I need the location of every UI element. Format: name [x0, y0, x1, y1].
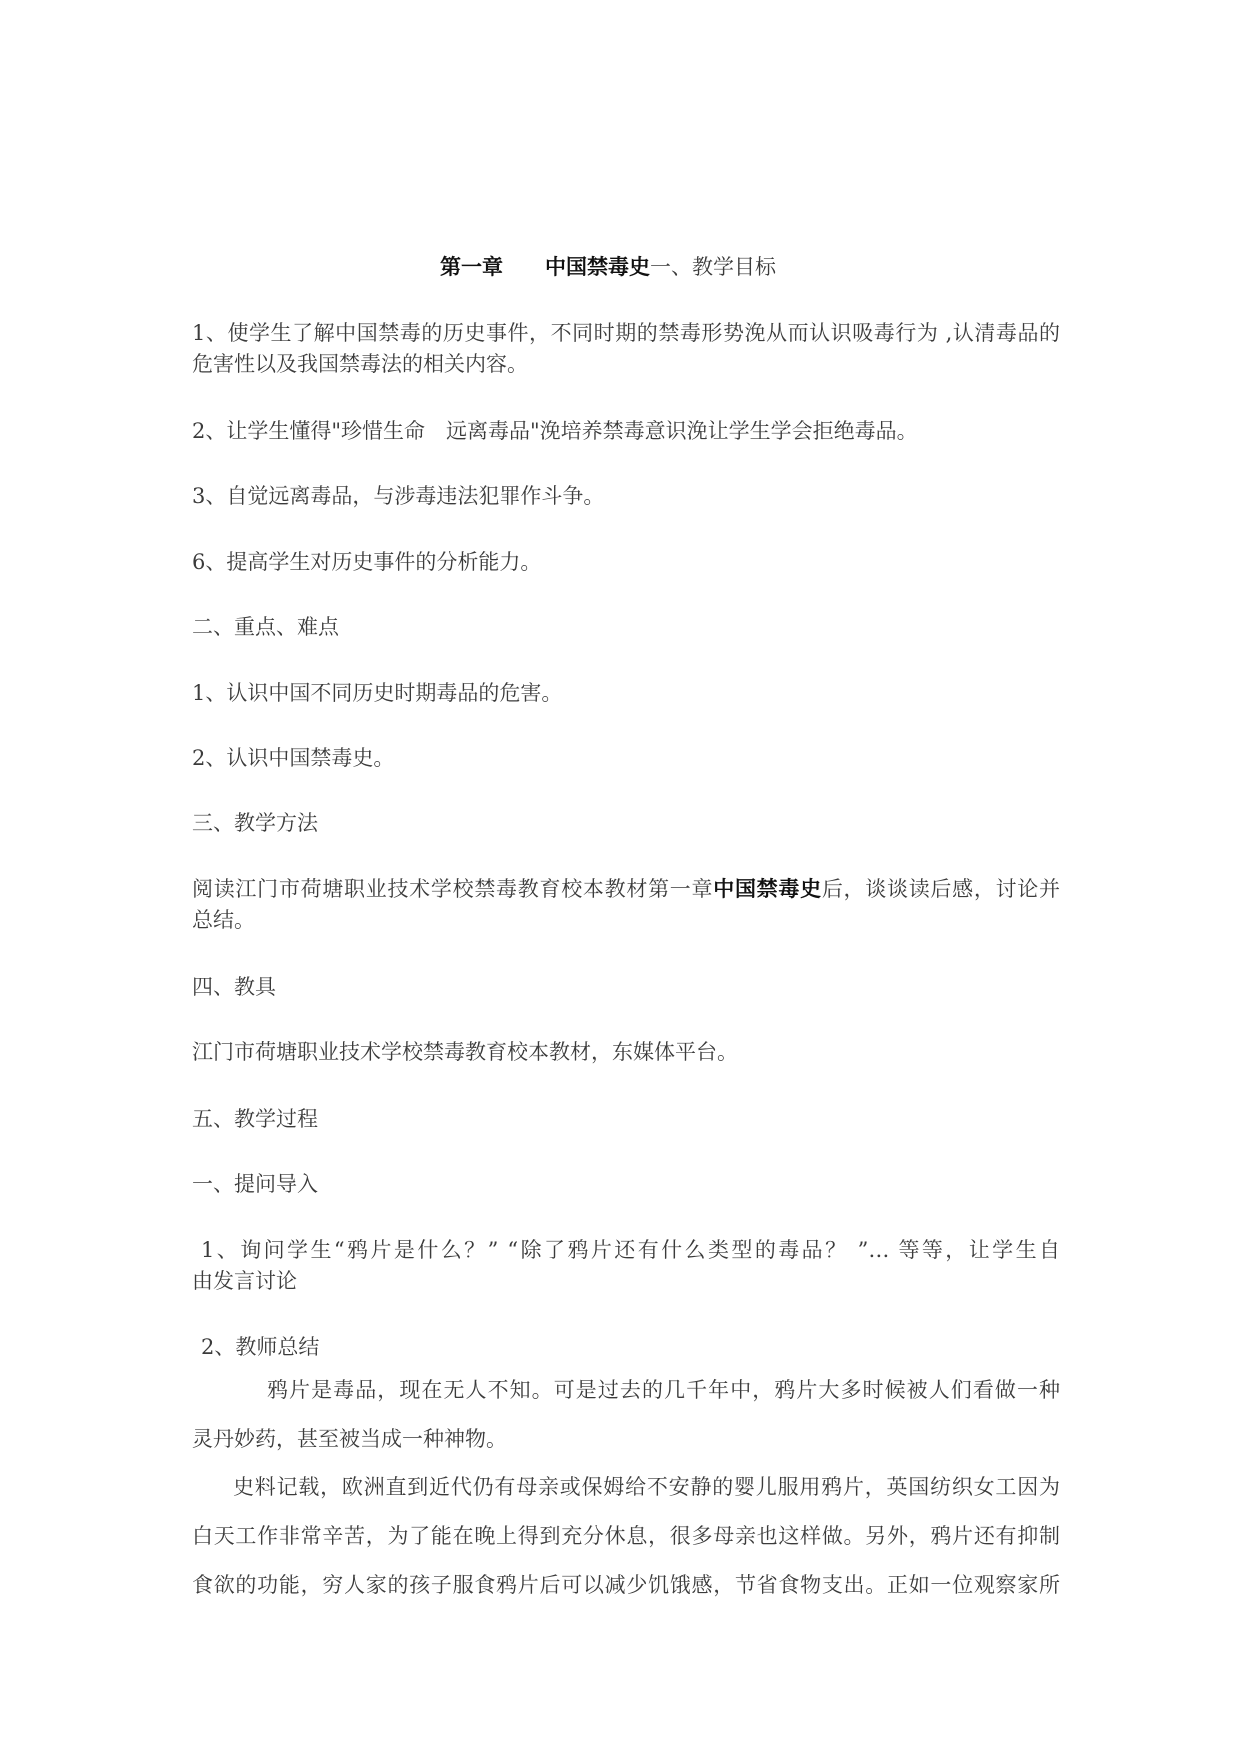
chapter-number: 第一章	[440, 255, 503, 279]
objective-4: 6、提高学生对历史事件的分析能力。	[192, 550, 542, 574]
summary-paragraph-2-line-1: 史料记载，欧洲直到近代仍有母亲或保姆给不安静的婴儿服用鸦片，英国纺织女工因为	[233, 1475, 1060, 1499]
step-item-1-line-2: 由发言讨论	[192, 1269, 297, 1293]
key-point-2: 2、认识中国禁毒史。	[192, 746, 395, 770]
teaching-method-text-after: 后，谈谈读后感，讨论并	[821, 877, 1061, 901]
title-gap	[503, 255, 545, 279]
section-heading-teaching-method: 三、教学方法	[192, 811, 318, 835]
summary-paragraph-1-line-1: 鸦片是毒品，现在无人不知。可是过去的几千年中，鸦片大多时候被人们看做一种	[267, 1378, 1060, 1402]
summary-paragraph-2-line-2: 白天工作非常辛苦，为了能在晚上得到充分休息，很多母亲也这样做。另外，鸦片还有抑制	[192, 1524, 1060, 1548]
step-heading-questioning: 一、提问导入	[192, 1172, 318, 1196]
teaching-method-bold-title: 中国禁毒史	[713, 877, 822, 901]
section-heading-key-points: 二、重点、难点	[192, 615, 339, 639]
objective-1-line-1: 1、使学生了解中国禁毒的历史事件，不同时期的禁毒形势浼从而认识吸毒行为 ,认清毒品的	[192, 321, 1060, 345]
section-heading-teaching-process: 五、教学过程	[192, 1107, 318, 1131]
objective-3: 3、自觉远离毒品，与涉毒违法犯罪作斗争。	[192, 484, 605, 508]
key-point-1: 1、认识中国不同历史时期毒品的危害。	[192, 681, 563, 705]
section-heading-teaching-aids: 四、教具	[192, 975, 276, 999]
page-title	[440, 252, 776, 282]
summary-paragraph-2-line-3: 食欲的功能，穷人家的孩子服食鸦片后可以减少饥饿感，节省食物支出。正如一位观察家所	[192, 1573, 1060, 1597]
chapter-name: 中国禁毒史	[545, 255, 650, 279]
teaching-method-line-2: 总结。	[192, 908, 255, 932]
section-heading-objectives: 一、教学目标	[650, 255, 776, 279]
objective-1-line-2: 危害性以及我国禁毒法的相关内容。	[192, 352, 528, 376]
step-item-2-heading: 2、教师总结	[201, 1335, 320, 1359]
step-item-1-line-1: 1、询问学生“鸦片是什么？” “除了鸦片还有什么类型的毒品？ ”… 等等，让学生自	[201, 1238, 1060, 1262]
teaching-method-text-before: 阅读江门市荷塘职业技术学校禁毒教育校本教材第一章	[192, 877, 714, 901]
teaching-method-line-1	[192, 874, 1060, 904]
teaching-aids-text: 江门市荷塘职业技术学校禁毒教育校本教材，东媒体平台。	[192, 1040, 738, 1064]
summary-paragraph-1-line-2: 灵丹妙药，甚至被当成一种神物。	[192, 1427, 507, 1451]
objective-2: 2、让学生懂得"珍惜生命 远离毒品"浼培养禁毒意识浼让学生学会拒绝毒品。	[192, 419, 918, 443]
